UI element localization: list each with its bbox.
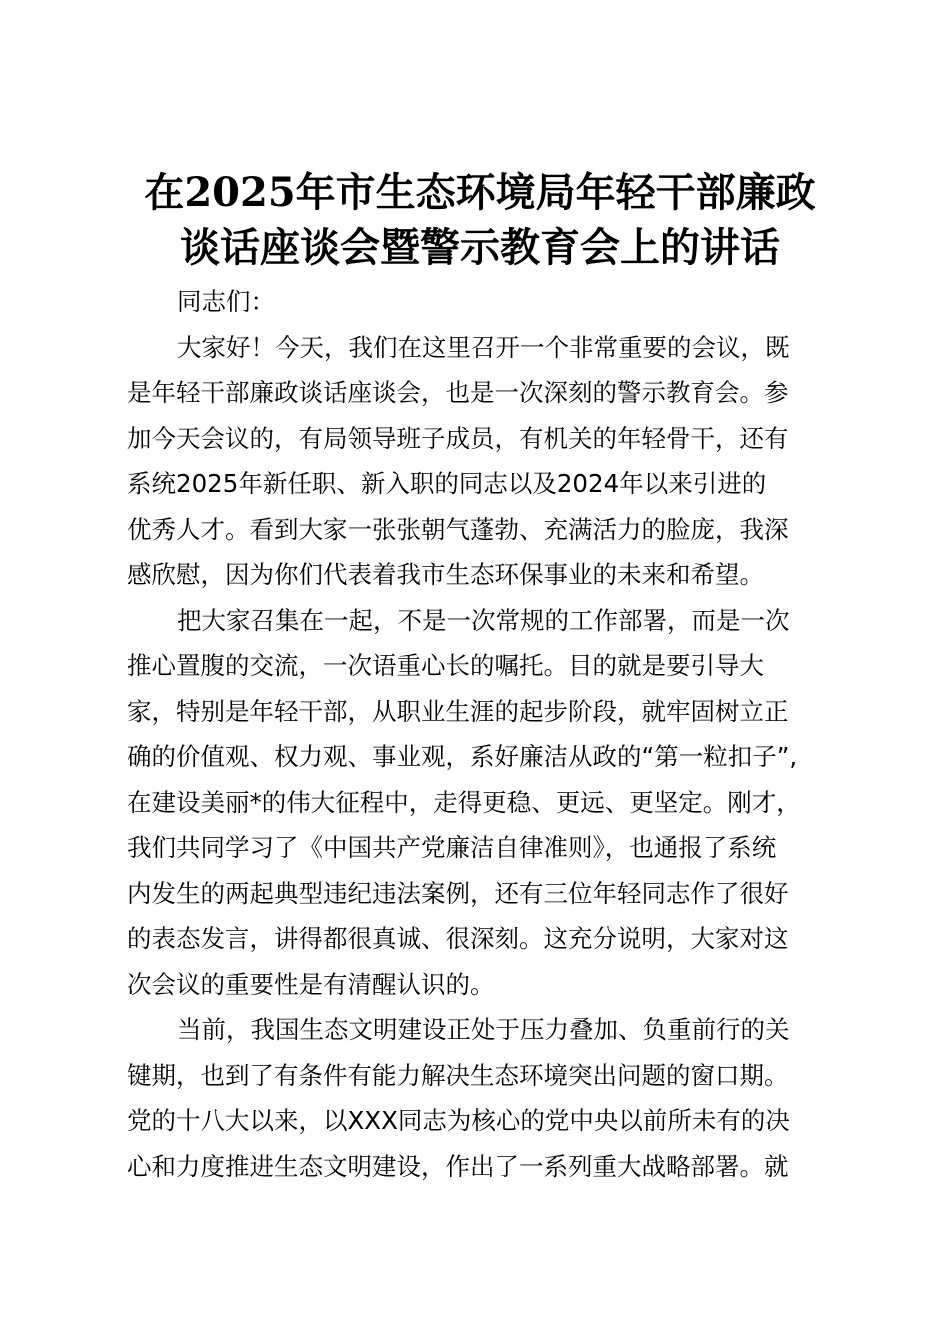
- paragraph-line: 优秀人才。看到大家一张张朝气蓬勃、充满活力的脸庞，我深: [127, 514, 789, 544]
- paragraph-line: 次会议的重要性是有清醒认识的。: [127, 969, 495, 999]
- paragraph-line: 键期，也到了有条件有能力解决生态环境突出问题的窗口期。: [127, 1060, 789, 1090]
- paragraph-line: 心和力度推进生态文明建设，作出了一系列重大战略部署。就: [127, 1151, 789, 1181]
- paragraph-line: 我们共同学习了《中国共产党廉洁自律准则》，也通报了系统: [127, 833, 777, 862]
- paragraph-1: [127, 325, 827, 598]
- title-line-2: 谈话座谈会暨警示教育会上的讲话: [180, 224, 780, 271]
- paragraph-line: 推心置腹的交流，一次语重心长的嘱托。目的就是要引导大: [127, 651, 764, 680]
- paragraph-line: 家，特别是年轻干部，从职业生涯的起步阶段，就牢固树立正: [127, 696, 789, 726]
- paragraph-line: 在建设美丽*的伟大征程中，走得更稳、更远、更坚定。刚才，: [127, 787, 801, 817]
- paragraph-line: 把大家召集在一起，不是一次常规的工作部署，而是一次: [177, 605, 790, 635]
- paragraph-line: 是年轻干部廉政谈话座谈会，也是一次深刻的警示教育会。参: [127, 378, 789, 407]
- title-line-1: 在2025年市生态环境局年轻干部廉政: [144, 169, 816, 216]
- document-body: [127, 279, 827, 1189]
- paragraph-line: 当前，我国生态文明建设正处于压力叠加、负重前行的关: [177, 1015, 790, 1044]
- paragraph-line: 的表态发言，讲得都很真诚、很深刻。这充分说明，大家对这: [127, 924, 789, 953]
- paragraph-2: [127, 598, 827, 1008]
- paragraph-line: 感欣慰，因为你们代表着我市生态环保事业的未来和希望。: [127, 560, 764, 589]
- paragraph-line: 系统2025年新任职、新入职的同志以及2024年以来引进的: [127, 469, 767, 498]
- paragraph-3: [127, 1007, 827, 1189]
- paragraph-line: 内发生的两起典型违纪违法案例，还有三位年轻同志作了很好: [127, 878, 789, 908]
- paragraph-line: 大家好！今天，我们在这里召开一个非常重要的会议，既: [177, 332, 790, 362]
- paragraph-line: 加今天会议的，有局领导班子成员，有机关的年轻骨干，还有: [127, 423, 789, 453]
- salutation: 同志们：: [177, 287, 275, 316]
- paragraph-line: 党的十八大以来，以XXX同志为核心的党中央以前所未有的决: [127, 1106, 790, 1135]
- document-title: [100, 165, 860, 275]
- paragraph-line: 确的价值观、权力观、事业观，系好廉洁从政的“第一粒扣子”,: [127, 742, 798, 771]
